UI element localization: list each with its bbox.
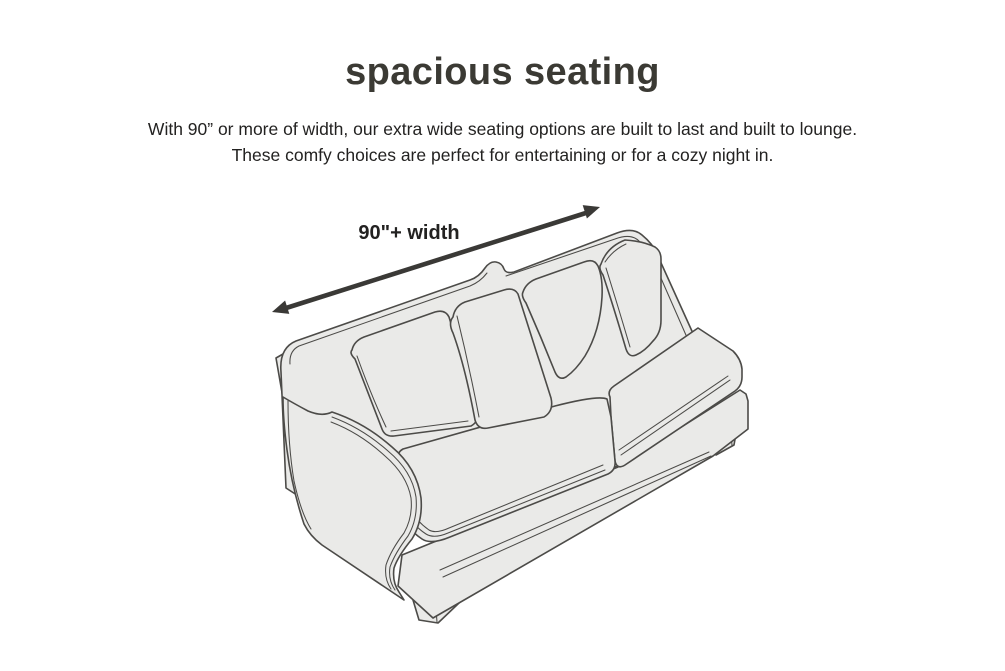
dimension-label: 90"+ width	[358, 222, 460, 244]
description-line-2: These comfy choices are perfect for entertaining or for a cozy night in.	[231, 145, 774, 165]
page-title: spacious seating	[345, 51, 660, 93]
arrowhead-left-icon	[272, 301, 289, 314]
arrowhead-right-icon	[583, 205, 600, 218]
description-line-1: With 90” or more of width, our extra wide seating options are built to last and built to lounge.	[147, 119, 858, 139]
